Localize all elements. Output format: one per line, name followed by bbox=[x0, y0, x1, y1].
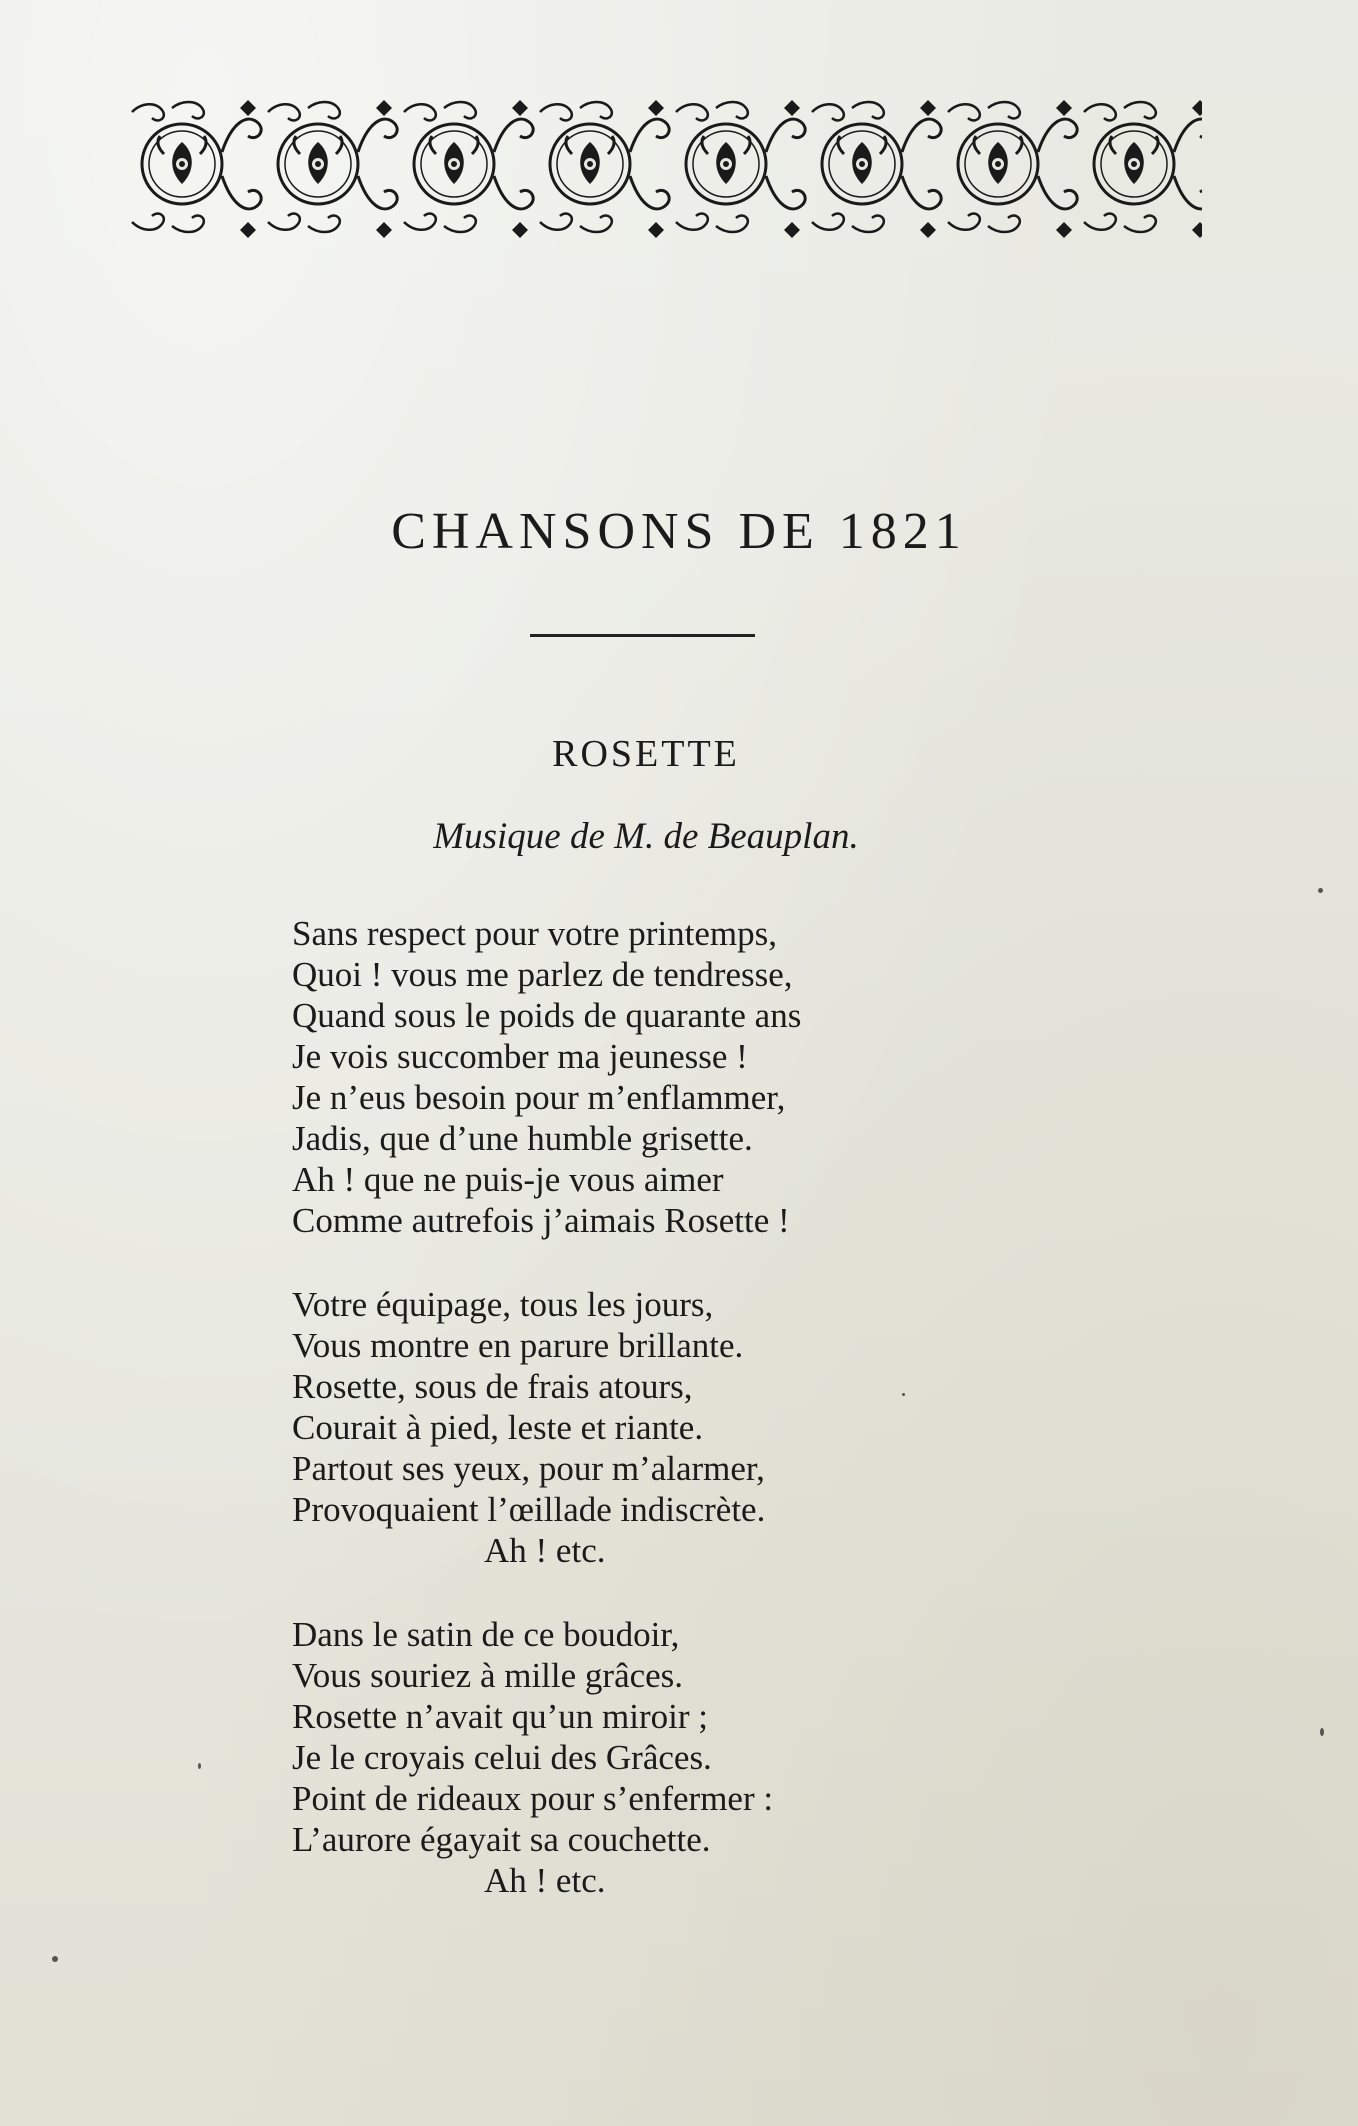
verse-line: Ah ! que ne puis-je vous aimer bbox=[292, 1160, 724, 1199]
verse-line: Rosette n’avait qu’un miroir ; bbox=[292, 1697, 709, 1736]
verse-line: Dans le satin de ce boudoir, bbox=[292, 1615, 680, 1654]
verse-line: Je n’eus besoin pour m’enflammer, bbox=[292, 1078, 786, 1117]
verse-line: Je le croyais celui des Grâces. bbox=[292, 1738, 712, 1777]
verse-line: Partout ses yeux, pour m’alarmer, bbox=[292, 1449, 765, 1488]
song-subtitle: Musique de M. de Beauplan. bbox=[433, 816, 859, 857]
stanza-1 bbox=[292, 913, 1092, 1241]
song-title: ROSETTE bbox=[552, 733, 740, 775]
paper-speck bbox=[52, 1956, 58, 1962]
verse-line: Comme autrefois j’aimais Rosette ! bbox=[292, 1201, 790, 1240]
paper-speck bbox=[198, 1763, 201, 1769]
verse-line: Vous souriez à mille grâces. bbox=[292, 1656, 684, 1695]
paper-speck bbox=[1320, 1728, 1324, 1736]
verse-line: Jadis, que d’une humble grisette. bbox=[292, 1119, 753, 1158]
verse-line: Vous montre en parure brillante. bbox=[292, 1326, 744, 1365]
verse-line: Courait à pied, leste et riante. bbox=[292, 1408, 704, 1447]
page-title: CHANSONS DE 1821 bbox=[391, 503, 967, 560]
verse-line: Quoi ! vous me parlez de tendresse, bbox=[292, 955, 793, 994]
verse-line: Quand sous le poids de quarante ans bbox=[292, 996, 802, 1035]
verse-line: Votre équipage, tous les jours, bbox=[292, 1285, 714, 1324]
verse-line: Point de rideaux pour s’enfermer : bbox=[292, 1779, 774, 1818]
title-divider bbox=[530, 634, 755, 637]
verse-line: Je vois succomber ma jeunesse ! bbox=[292, 1037, 748, 1076]
stanza-3 bbox=[292, 1614, 1092, 1901]
stanza-2 bbox=[292, 1284, 1092, 1571]
refrain-line: Ah ! etc. bbox=[484, 1861, 606, 1900]
paper-speck bbox=[902, 1393, 905, 1396]
poem-body bbox=[292, 913, 1092, 1944]
refrain-line: Ah ! etc. bbox=[484, 1531, 606, 1570]
verse-line: Rosette, sous de frais atours, bbox=[292, 1367, 693, 1406]
verse-line: Provoquaient l’œillade indiscrète. bbox=[292, 1490, 766, 1529]
paper-speck bbox=[1318, 888, 1323, 893]
verse-line: L’aurore égayait sa couchette. bbox=[292, 1820, 711, 1859]
verse-line: Sans respect pour votre printemps, bbox=[292, 914, 778, 953]
floral-scroll-border-icon bbox=[112, 92, 1202, 247]
